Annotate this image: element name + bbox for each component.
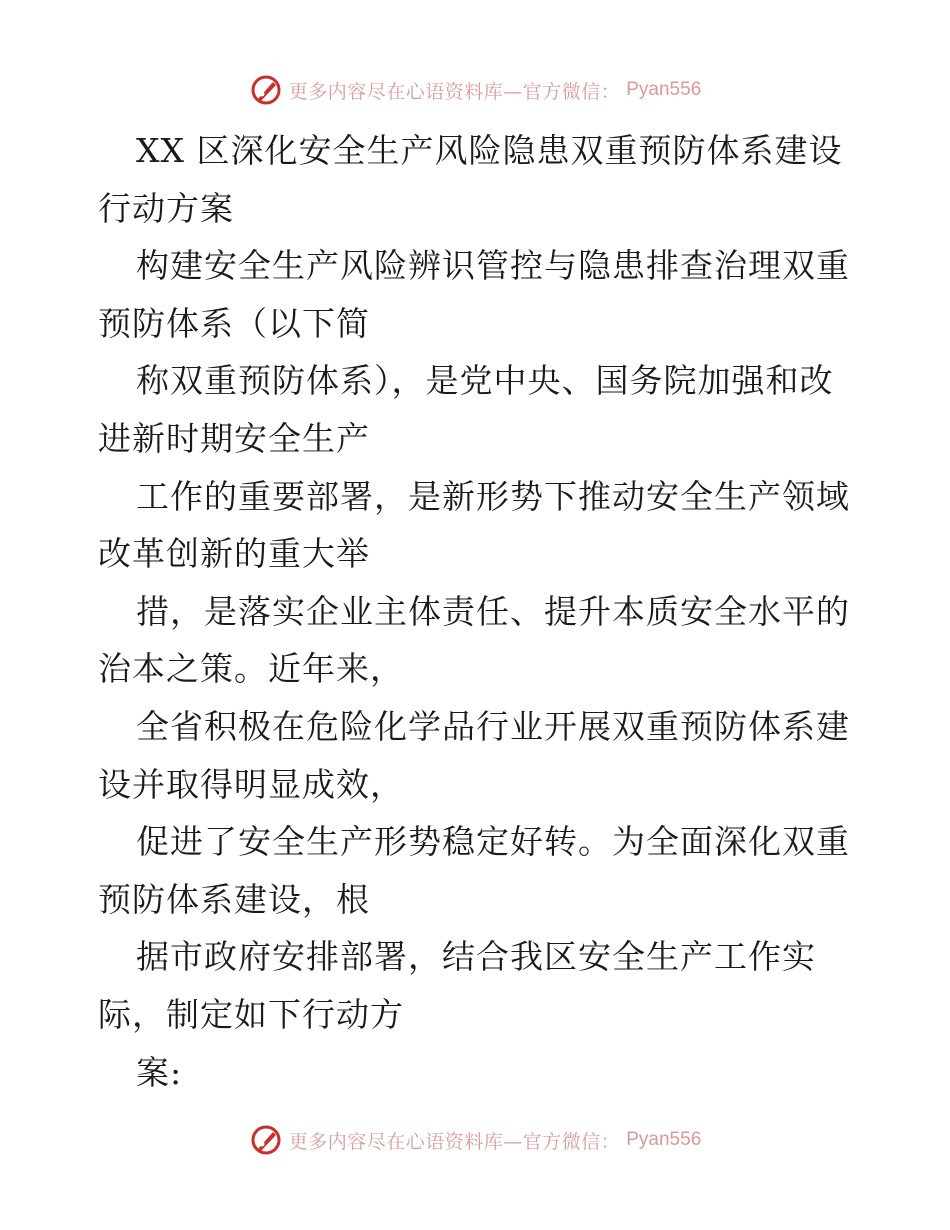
document-line: 行动方案 <box>98 188 234 228</box>
document-line: 设并取得明显成效， <box>98 764 404 804</box>
watermark-handle: Pyan556 <box>626 1129 702 1150</box>
document-line: 措，是落实企业主体责任、提升本质安全水平的 <box>136 591 850 631</box>
document-line: 际，制定如下行动方 <box>98 994 404 1034</box>
document-line: XX 区深化安全生产风险隐患双重预防体系建设 <box>136 131 843 170</box>
document-line: 案: <box>136 1052 183 1092</box>
document-line: 促进了安全生产形势稳定好转。为全面深化双重 <box>136 822 850 862</box>
pen-circle-logo-icon <box>249 1123 283 1157</box>
document-line: 工作的重要部署，是新形势下推动安全生产领域 <box>136 476 850 516</box>
header-watermark-banner <box>0 70 950 110</box>
document-line: 构建安全生产风险辨识管控与隐患排查治理双重 <box>136 246 850 286</box>
watermark-text: 更多内容尽在心语资料库—官方微信： <box>288 80 621 103</box>
pen-circle-logo-icon <box>249 73 283 107</box>
document-line: 预防体系（以下简 <box>98 303 370 343</box>
document-line: 改革创新的重大举 <box>98 534 370 574</box>
document-body <box>98 122 858 1101</box>
watermark-handle: Pyan556 <box>626 79 702 100</box>
document-line: 进新时期安全生产 <box>98 418 370 458</box>
watermark-text: 更多内容尽在心语资料库—官方微信： <box>288 1130 621 1153</box>
document-line: 治本之策。近年来， <box>98 649 404 689</box>
document-line: 预防体系建设，根 <box>98 879 370 919</box>
footer-watermark-banner <box>0 1120 950 1160</box>
document-line: 称双重预防体系），是党中央、国务院加强和改 <box>136 361 834 401</box>
document-line: 据市政府安排部署，结合我区安全生产工作实 <box>136 937 816 977</box>
document-line: 全省积极在危险化学品行业开展双重预防体系建 <box>136 706 850 746</box>
